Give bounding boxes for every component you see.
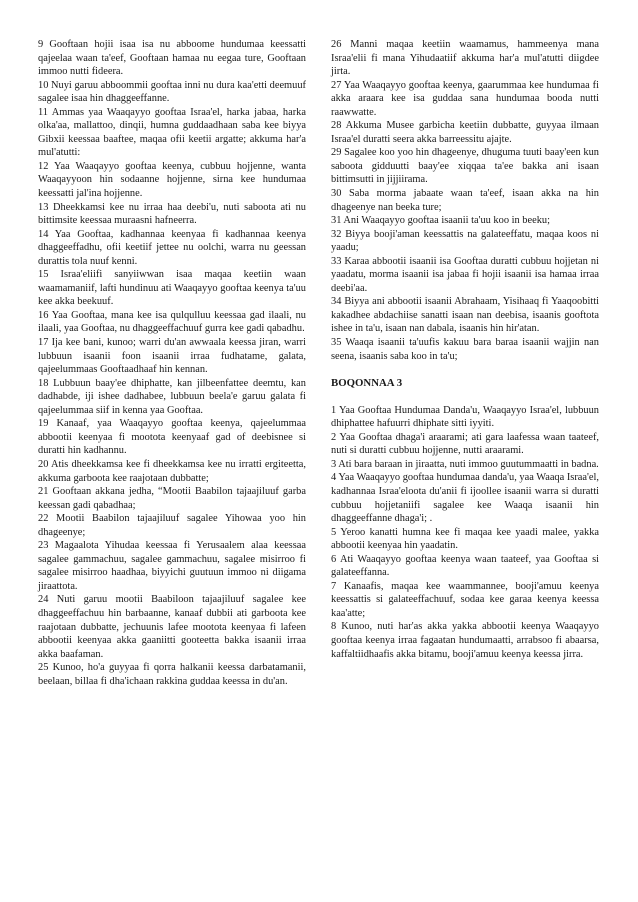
verse-paragraph: 16 Yaa Gooftaa, mana kee isa qulqulluu keessaa gad ilaali, nu ilaali, yaa Gooftaa, nu dhaggeeffachuuf gurra kee gadi qabadhu. (38, 309, 306, 335)
left-column (38, 38, 306, 688)
verse-paragraph: 32 Biyya booji'aman keessattis na galateeffatu, maqaa koos ni yaadu; (331, 228, 599, 254)
verse-paragraph: 10 Nuyi garuu abboommii gooftaa inni nu dura kaa'etti deemuuf sagalee isaa hin dhaggeeffanne. (38, 79, 306, 105)
verse-paragraph: 24 Nuti garuu mootii Baabiloon tajaajiluuf sagalee kee dhaggeeffachuu hin barbaanne, kanaaf dubbii ati garboota kee raajotaan dubbatte, jechuunis lafee mootota keenyaa fi lafeen abbootii keenyaa akka gaaniitti gooteetta bakka isaanii irraa akka baafaman. (38, 594, 306, 660)
verse-paragraph: 31 Ani Waaqayyo gooftaa isaanii ta'uu koo in beeku; (331, 215, 550, 227)
verse-paragraph: 30 Saba morma jabaate waan ta'eef, isaan akka na hin dhageenye nan beeka ture; (331, 188, 599, 213)
verse-paragraph: 26 Manni maqaa keetiin waamamus, hammeenya mana Israa'elii fi mana Yihudaatiif akkuma har'a mul'atutti diigdee jirta. (331, 39, 599, 78)
verse-paragraph: 20 Atis dheekkamsa kee fi dheekkamsa kee nu irratti ergiteetta, akkuma garboota kee raajotaan dubbatte; (38, 458, 306, 484)
verse-paragraph: 33 Karaa abbootii isaanii isa Gooftaa duratti cubbuu hojjetan ni yaadatu, morma isaanii isa jabaa fi hojii isaanii isa hamaa irraa deebi'aa. (331, 255, 599, 294)
verse-paragraph: 12 Yaa Waaqayyo gooftaa keenya, cubbuu hojjenne, wanta Waaqayyoon hin sodaanne hojjenne, sirna kee hundumaa keessatti jal'ina hojjenne. (38, 160, 306, 200)
verse-paragraph: 22 Mootii Baabilon tajaajiluuf sagalee Yihowaa yoo hin dhageenye; (38, 513, 306, 538)
verse-paragraph: 17 Ija kee bani, kunoo; warri du'an awwaala keessa jiran, warri lubbuun isaanii foon isaanii irraa fudhatame, galata, qajeelummaas Gooftaadhaaf hin kennan. (38, 337, 306, 376)
verse-paragraph: 27 Yaa Waaqayyo gooftaa keenya, gaarummaa kee hundumaa fi akka araara kee isa guddaa sana hundumaa booda nutti raawwatte. (331, 79, 599, 118)
verse-paragraph: 1 Yaa Gooftaa Hundumaa Danda'u, Waaqayyo Israa'el, lubbuun dhiphattee hafuurri dhiphate sitti iyyiti. (331, 404, 599, 430)
verse-paragraph: 34 Biyya ani abbootii isaanii Abrahaam, Yisihaaq fi Yaaqoobitti kakadhee abdachiise sanatti isaan nan deebisa, isaanis gooftota ishee in ta'u, isaan nan dabala, isaanis hin hir'atan. (331, 296, 599, 335)
verse-paragraph: 9 Gooftaan hojii isaa isa nu abboome hundumaa keessatti qajeelaa waan ta'eef, Gooftaan hamaa nu eegaa ture, Gooftaan immoo nutti fideera. (38, 39, 306, 78)
verse-paragraph: 13 Dheekkamsi kee nu irraa haa deebi'u, nuti saboota ati nu bittimsite keessaa muraasni hafneerra. (38, 201, 306, 227)
chapter-heading: BOQONNAA 3 (331, 377, 403, 390)
verse-paragraph: 2 Yaa Gooftaa dhaga'i araarami; ati gara laafessa waan taateef, nuti si duratti cubbuu hojjenne, nutti araarami. (331, 431, 599, 457)
verse-paragraph: 6 Ati Waaqayyo gooftaa keenya waan taateef, yaa Gooftaa si galateeffanna. (331, 553, 599, 579)
verse-paragraph: 7 Kanaafis, maqaa kee waammannee, booji'amuu keenya keessattis si galateeffachuuf, sodaa kee garaa keenya keessa kaa'atte; (331, 580, 599, 619)
verse-paragraph: 15 Israa'eliifi sanyiiwwan isaa maqaa keetiin waan waamamaniif, lafti hundinuu ati Waaqayyo gooftaa keenya ta'uu kee akka beekuuf. (38, 269, 306, 308)
verse-paragraph: 3 Ati bara baraan in jiraatta, nuti immoo guutummaatti in badna. (331, 458, 599, 470)
verse-paragraph: 23 Magaalota Yihudaa keessaa fi Yerusaalem alaa keessaa sagalee gammachuu, sagalee gammachuu, sagalee misirroo fi sagalee misirroo haadhaa, biyyichi guutuun immoo ni diigama jiraattota. (38, 540, 306, 592)
verse-paragraph: 19 Kanaaf, yaa Waaqayyo gooftaa keenya, qajeelummaa abbootii keenyaa fi mootota keenyaaf gad of deebisnee si duratti hin kadhannu. (38, 418, 306, 457)
verse-paragraph: 25 Kunoo, ho'a guyyaa fi qorra halkanii keessa darbatamanii, beelaan, billaa fi dha'ichaan rakkina guddaa keessa in du'an. (38, 662, 306, 687)
verse-paragraph: 35 Waaqa isaanii ta'uufis kakuu bara baraa isaanii wajjin nan seena, isaanis saba koo in ta'u; (331, 337, 599, 362)
verse-paragraph: 11 Ammas yaa Waaqayyo gooftaa Israa'el, harka jabaa, harka olka'aa, mallattoo, dinqii, humna guddaadhaan saba kee biyya Gibxii keessaa baaftee, maqaa ofii keetii argatte; akkuma har'a mul'atutti: (38, 106, 306, 159)
verse-paragraph: 4 Yaa Waaqayyo gooftaa hundumaa danda'u, yaa Waaqa Israa'el, kadhannaa Israa'eloota du'anii fi ijoollee isaanii warra si duratti cubbuu hojjetaniifi sagalee kee Waaqa isaanii hin dhaggeeffanne dhaga'i; . (331, 472, 599, 525)
verse-paragraph: 28 Akkuma Musee garbicha keetiin dubbatte, guyyaa ilmaan Israa'el duratti seera akka barreessitu ajajte. (331, 120, 599, 145)
verse-paragraph: 5 Yeroo kanatti humna kee fi maqaa kee yaadi malee, yakka abbootii keenyaa hin yaadatin. (331, 526, 599, 552)
verse-paragraph: 21 Gooftaan akkana jedha, “Mootii Baabilon tajaajiluuf garba keessan gadi qabadhaa; (38, 486, 306, 511)
verse-paragraph: 18 Lubbuun baay'ee dhiphatte, kan jilbeenfattee deemtu, kan dadhabde, iji ishee dadhabee, lubbuun beela'e garuu galata fi qajeelummaa siif in kenna yaa Gooftaa. (38, 377, 306, 416)
right-column (331, 38, 599, 661)
verse-paragraph: 29 Sagalee koo yoo hin dhageenye, dhuguma tuuti baay'een kun saboota gidduutti baay'ee xiqqaa ta'ee bakka ani isaan bittimsutti in jijjiirama. (331, 147, 599, 186)
verse-paragraph: 8 Kunoo, nuti har'as akka yakka abbootii keenya Waaqayyo gooftaa keenya irraa fagaatan hundumaatti, arrabsoo fi abaarsa, kaffaltiidhaafis akka bitamu, booji'amuu keenya keessa jirra. (331, 621, 599, 660)
verse-paragraph: 14 Yaa Gooftaa, kadhannaa keenyaa fi kadhannaa keenya dhaggeeffadhu, ofii keetiif jettee nu oolchi, warra nu geessan durattis tola nuuf kenni. (38, 228, 306, 267)
